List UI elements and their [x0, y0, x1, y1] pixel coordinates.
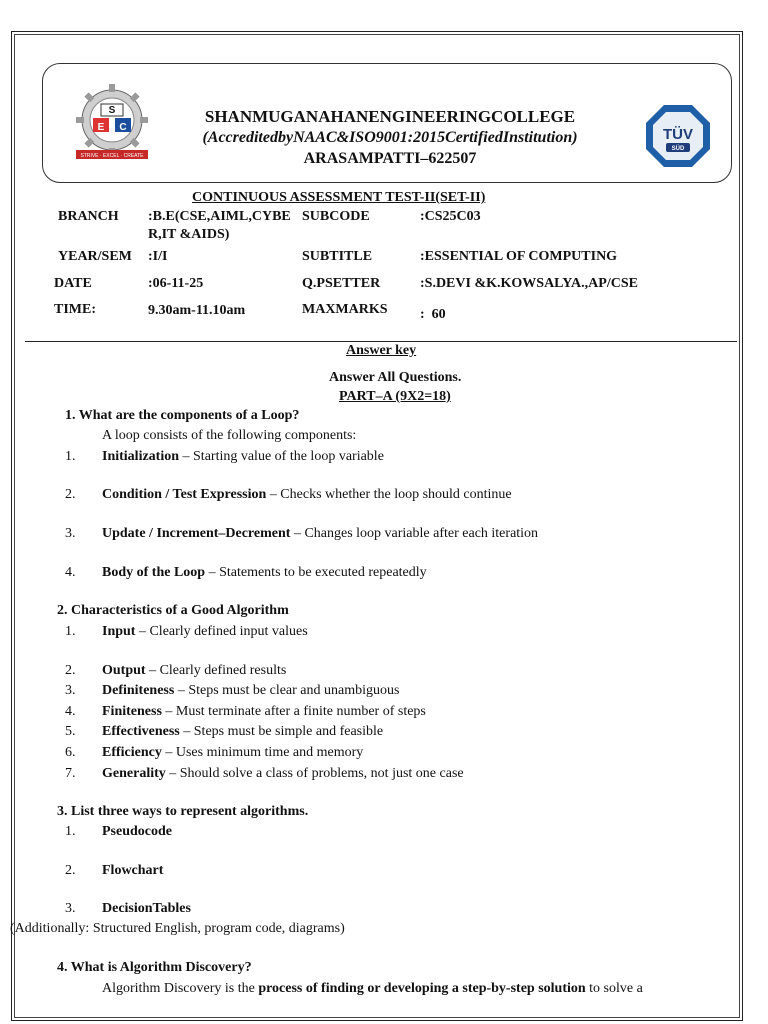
yearsem-label: YEAR/SEM: [58, 249, 132, 264]
subcode-label: SUBCODE: [302, 209, 370, 224]
q1-item-2-num: 2.: [65, 487, 76, 502]
q1-item-1: Initialization – Starting value of the loop variable: [102, 449, 384, 464]
yearsem-value: :I/I: [148, 249, 168, 264]
q3-item-3: DecisionTables: [102, 901, 191, 916]
qpsetter-value: :S.DEVI &K.KOWSALYA.,AP/CSE: [420, 276, 638, 291]
q1-item-4-num: 4.: [65, 565, 76, 580]
branch-label: BRANCH: [58, 209, 119, 224]
maxmarks-label: MAXMARKS: [302, 302, 388, 317]
college-accreditation: (AccreditedbyNAAC&ISO9001:2015CertifiedInstitution): [202, 129, 578, 146]
q1-intro: A loop consists of the following components:: [102, 428, 357, 443]
instruction: Answer All Questions.: [329, 370, 462, 385]
time-label: TIME:: [54, 302, 96, 317]
svg-text:C: C: [119, 122, 127, 133]
q2-item-4-num: 4.: [65, 704, 76, 719]
q2-item-4: Finiteness – Must terminate after a finite number of steps: [102, 704, 426, 719]
q2-item-7-num: 7.: [65, 766, 76, 781]
subtitle-value: :ESSENTIAL OF COMPUTING: [420, 249, 618, 264]
q1-item-3: Update / Increment–Decrement – Changes loop variable after each iteration: [102, 526, 539, 541]
q3-item-1: Pseudocode: [102, 824, 172, 839]
answer-key-heading: Answer key: [346, 343, 417, 358]
q2-title: 2. Characteristics of a Good Algorithm: [57, 603, 289, 618]
q2-item-7: Generality – Should solve a class of problems, not just one case: [102, 766, 464, 781]
svg-text:STRIVE · EXCEL · CREATE: STRIVE · EXCEL · CREATE: [80, 153, 144, 159]
branch-value-line1: :B.E(CSE,AIML,CYBE: [148, 209, 291, 224]
q2-item-3-num: 3.: [65, 683, 76, 698]
time-value: 9.30am-11.10am: [148, 303, 246, 318]
q1-title: 1. What are the components of a Loop?: [65, 408, 300, 423]
date-label: DATE: [54, 276, 92, 291]
college-address: ARASAMPATTI–622507: [303, 150, 477, 167]
q2-item-5-num: 5.: [65, 724, 76, 739]
part-a-heading: PART–A (9X2=18): [339, 389, 451, 404]
q2-item-1: Input – Clearly defined input values: [102, 624, 308, 639]
tuv-logo-icon: [644, 103, 712, 169]
college-logo-icon: [72, 84, 152, 162]
maxmarks-value: : 60: [420, 307, 446, 322]
q3-item-3-num: 3.: [65, 901, 76, 916]
svg-text:TÜV: TÜV: [663, 126, 693, 143]
q2-item-3: Definiteness – Steps must be clear and unambiguous: [102, 683, 400, 698]
q2-item-2-num: 2.: [65, 663, 76, 678]
svg-text:S: S: [108, 105, 116, 116]
subcode-value: :CS25C03: [420, 209, 481, 224]
q2-item-1-num: 1.: [65, 624, 76, 639]
q2-item-2: Output – Clearly defined results: [102, 663, 287, 678]
q3-item-2-num: 2.: [65, 863, 76, 878]
college-header: [150, 106, 630, 169]
svg-text:SÜD: SÜD: [671, 146, 685, 152]
q4-title: 4. What is Algorithm Discovery?: [57, 960, 252, 975]
q3-item-2: Flowchart: [102, 863, 164, 878]
divider: [25, 341, 737, 342]
q1-item-3-num: 3.: [65, 526, 76, 541]
q1-item-1-num: 1.: [65, 449, 76, 464]
branch-value-line2: R,IT &AIDS): [148, 227, 230, 242]
svg-text:E: E: [97, 122, 105, 133]
q1-item-4: Body of the Loop – Statements to be executed repeatedly: [102, 565, 427, 580]
q1-item-2: Condition / Test Expression – Checks whether the loop should continue: [102, 487, 512, 502]
q3-note: (Additionally: Structured English, program code, diagrams): [10, 921, 345, 936]
q2-item-6-num: 6.: [65, 745, 76, 760]
q4-text: Algorithm Discovery is the process of finding or developing a step-by-step solution to solve a: [102, 981, 643, 996]
q3-title: 3. List three ways to represent algorithms.: [57, 804, 309, 819]
qpsetter-label: Q.PSETTER: [302, 276, 381, 291]
subtitle-label: SUBTITLE: [302, 249, 373, 264]
test-title: CONTINUOUS ASSESSMENT TEST-II(SET-II): [192, 190, 486, 205]
q2-item-6: Efficiency – Uses minimum time and memory: [102, 745, 364, 760]
date-value: :06-11-25: [148, 276, 204, 291]
q3-item-1-num: 1.: [65, 824, 76, 839]
q2-item-5: Effectiveness – Steps must be simple and feasible: [102, 724, 384, 739]
college-name: SHANMUGANAHANENGINEERINGCOLLEGE: [204, 107, 576, 126]
